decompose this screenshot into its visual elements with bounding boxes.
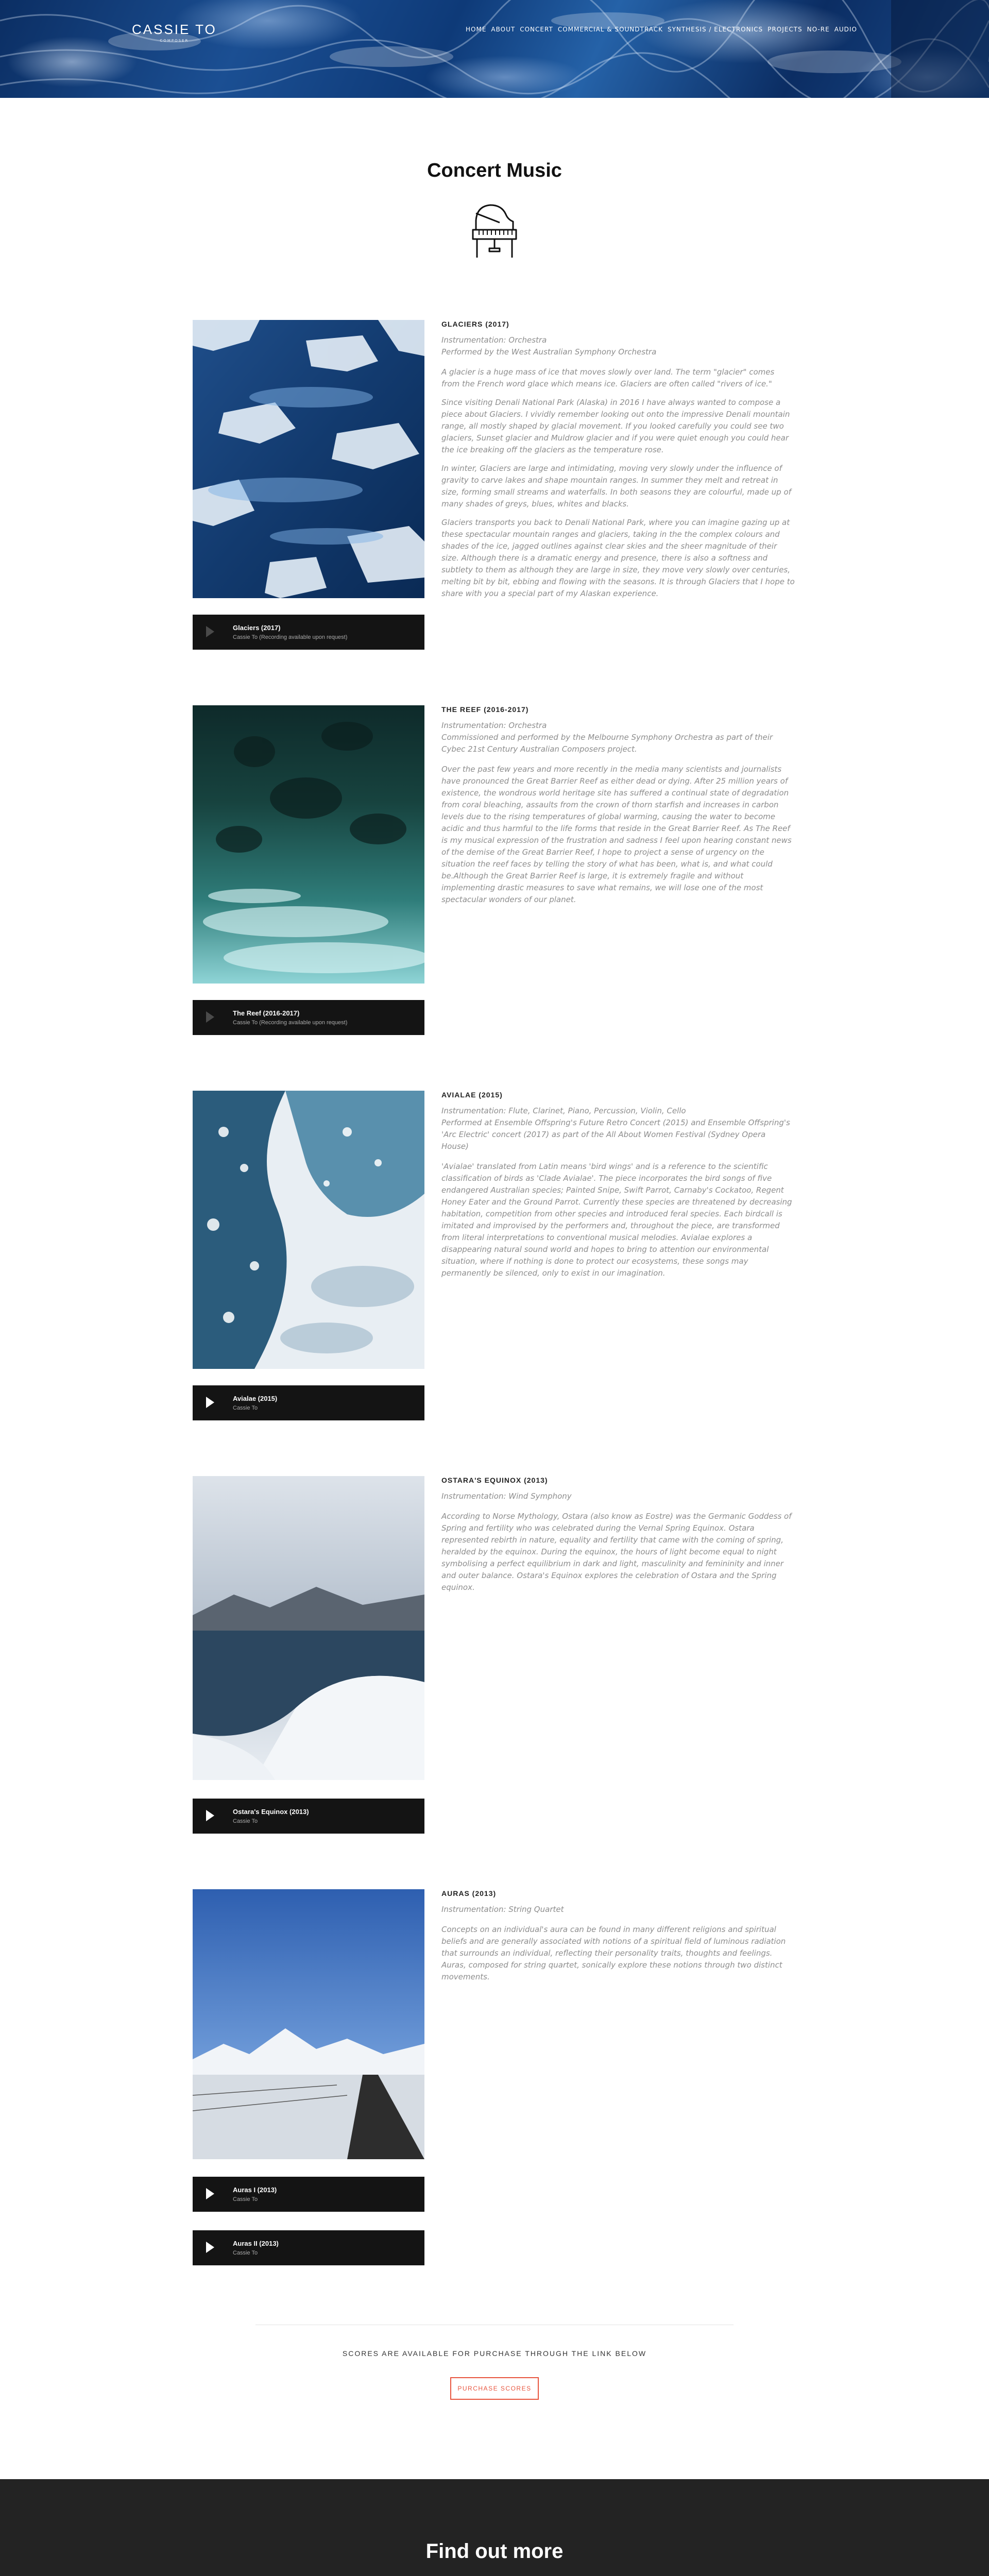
audio-player-glaciers[interactable] [193, 615, 424, 650]
work-title: AURAS (2013) [441, 1889, 497, 1897]
work-paragraph: A glacier is a huge mass of ice that moves slowly over land. The term "glacier" comes from the French word glace which means ice. Glaciers are often called "rivers of ice." [441, 367, 775, 388]
nav-no-re[interactable]: NO-RE [807, 26, 830, 33]
ostara-description [441, 1476, 795, 1600]
work-paragraph: 'Avialae' translated from Latin means 'bird wings' and is a reference to the scientific classification of birds as 'Clade Avialae'. The piece incorporates the bird songs of five endangered Australian species; Painted Snipe, Swift Parrot, Carnaby's Cockatoo, Regent Honey Eater and the Ground Parrot. Currently these species are threatened by decreasing habitation, competition from other species and introduced feral species. Each birdcall is imitated and improvised by the performers and, throughout the piece, are transformed from literal interpretations to conventional musical melodies. Avialae explores a disappearing natural sound world and hopes to bring to attention our environmental situation, where if nothing is done to protect our ecosystems, these songs may permanently be silenced, only to exist in our imagination. [441, 1162, 792, 1278]
audio-player-avialae[interactable] [193, 1385, 424, 1420]
performance-note: Performed at Ensemble Offspring's Future Retro Concert (2015) and Ensemble Offspring's 'Arc Electric' concert (2017) as part of the All About Women Festival (Sydney Opera House) [441, 1118, 790, 1151]
track-title: Avialae (2015) [233, 1395, 278, 1402]
page-title: Concert Music [427, 160, 562, 181]
purchase-scores-button[interactable]: PURCHASE SCORES [450, 2377, 539, 2400]
track-title: Glaciers (2017) [233, 624, 281, 632]
scores-note: SCORES ARE AVAILABLE FOR PURCHASE THROUGH THE LINK BELOW [342, 2349, 647, 2358]
track-subtitle: Cassie To [233, 2250, 258, 2256]
track-subtitle: Cassie To [233, 1405, 258, 1411]
reef-photo [193, 705, 424, 984]
glaciers-photo [193, 320, 424, 598]
track-title: Ostara's Equinox (2013) [233, 1808, 309, 1816]
nav-commercial-soundtrack[interactable]: COMMERCIAL & SOUNDTRACK [557, 26, 663, 33]
grand-piano-icon [470, 202, 519, 263]
logo-name: CASSIE TO [132, 22, 217, 37]
reef-description [441, 705, 795, 912]
audio-player-ostaras-equinox[interactable] [193, 1799, 424, 1834]
audio-player-auras-i[interactable] [193, 2177, 424, 2212]
instrumentation: Instrumentation: Orchestra [441, 721, 547, 730]
play-icon[interactable] [206, 626, 214, 637]
audio-player-auras-ii[interactable] [193, 2230, 424, 2265]
ostara-image [193, 1476, 424, 1780]
glaciers-image [193, 320, 424, 598]
performance-note: Performed by the West Australian Symphony Orchestra [441, 347, 657, 357]
instrumentation: Instrumentation: Wind Symphony [441, 1492, 572, 1501]
nav-about[interactable]: ABOUT [491, 26, 516, 33]
reef-image [193, 705, 424, 984]
auras-photo [193, 1889, 424, 2159]
work-title: AVIALAE (2015) [441, 1091, 503, 1099]
work-title: GLACIERS (2017) [441, 320, 509, 328]
hero-water-texture [0, 0, 989, 98]
instrumentation: Instrumentation: Flute, Clarinet, Piano, Percussion, Violin, Cello [441, 1106, 686, 1115]
ostara-photo [193, 1476, 424, 1780]
work-title: OSTARA'S EQUINOX (2013) [441, 1476, 548, 1484]
avialae-image [193, 1091, 424, 1369]
play-icon[interactable] [206, 1810, 214, 1821]
work-paragraph: Concepts on an individual's aura can be found in many different religions and spiritual beliefs and are generally associated with notions of a spiritual field of luminous radiation that surrounds an individual, reflecting their personality traits, thoughts and feelings. Auras, composed for string quartet, sonically explore these notions through two distinct movements. [441, 1925, 786, 1981]
site-logo[interactable] [132, 22, 217, 43]
main-nav [466, 26, 857, 33]
work-title: THE REEF (2016-2017) [441, 705, 529, 714]
instrumentation: Instrumentation: Orchestra [441, 335, 547, 345]
play-icon[interactable] [206, 2242, 214, 2253]
work-paragraph: Glaciers transports you back to Denali National Park, where you can imagine gazing up at these spectacular mountain ranges and glaciers, taking in the the complex colours and shades of the ice, jagged outlines against clear skies and the sheer magnitude of their size. Although there is a dramatic energy and presence, there is also a softness and subtlety to them as although they are large in size, they move very slowly over centuries, melting bit by bit, ebbing and flowing with the seasons. It is through Glaciers that I hope to share with you a special part of my Alaskan experience. [441, 518, 795, 598]
hero-header [0, 0, 989, 98]
footer-heading: Find out more [425, 2540, 564, 2563]
work-paragraph: Over the past few years and more recently in the media many scientists and journalists have pronounced the Great Barrier Reef as either dead or dying. After 25 million years of existence, the wondrous world heritage site has suffered a continual state of degradation from coral bleaching, assaults from the crown of thorn starfish and increases in carbon levels due to the rising temperatures of global warming, causing the water to become acidic and thus harmful to the life forms that reside in the Great Barrier Reef. As The Reef is my musical expression of the frustration and sadness I feel upon hearing constant news of the demise of the Great Barrier Reef, I hope to project a sense of urgency on the situation the reef faces by telling the story of what has been, what is, and what could be.Although the Great Barrier Reef is large, it is extremely fragile and without implementing drastic measures to save what remains, we will lose one of the most spectacular wonders of our planet. [441, 765, 792, 904]
avialae-photo [193, 1091, 424, 1369]
nav-synthesis-electronics[interactable]: SYNTHESIS / ELECTRONICS [667, 26, 763, 33]
track-subtitle: Cassie To [233, 1818, 258, 1824]
track-title: Auras II (2013) [233, 2240, 279, 2247]
glaciers-description [441, 320, 795, 606]
play-icon[interactable] [206, 2188, 214, 2199]
track-subtitle: Cassie To [233, 2196, 258, 2202]
track-title: Auras I (2013) [233, 2186, 277, 2194]
auras-image [193, 1889, 424, 2159]
audio-player-the-reef[interactable] [193, 1000, 424, 1035]
track-subtitle: Cassie To (Recording available upon request) [233, 634, 348, 640]
nav-concert[interactable]: CONCERT [520, 26, 553, 33]
footer [0, 2479, 989, 2576]
logo-subtitle: COMPOSER [160, 39, 189, 43]
track-subtitle: Cassie To (Recording available upon request) [233, 1020, 348, 1026]
nav-audio[interactable]: AUDIO [834, 26, 857, 33]
avialae-description [441, 1091, 795, 1286]
work-paragraph: According to Norse Mythology, Ostara (also know as Eostre) was the Germanic Goddess of Spring and fertility who was celebrated during the Vernal Spring Equinox. Ostara represented rebirth in nature, equality and fertility that came with the coming of spring, heralded by the equinox. During the equinox, the hours of light become equal to night symbolising a perfect equilibrium in dark and light, masculinity and femininity and inner and outer balance. Ostara's Equinox explores the celebration of Ostara and the Spring equinox. [441, 1512, 792, 1592]
instrumentation: Instrumentation: String Quartet [441, 1905, 564, 1914]
commission-note: Commissioned and performed by the Melbourne Symphony Orchestra as part of their Cybec 21st Century Australian Composers project. [441, 733, 773, 754]
auras-description [441, 1889, 795, 1990]
work-paragraph: Since visiting Denali National Park (Alaska) in 2016 I have always wanted to compose a piece about Glaciers. I vividly remember looking out onto the impressive Denali mountain range, all mostly shaped by glacial movement. If you looked carefully you could see two glaciers, Sunset glacier and Muldrow glacier and if you were quiet enough you could hear the ice breaking off the glaciers as the temperature rose. [441, 398, 790, 454]
play-icon[interactable] [206, 1011, 214, 1023]
work-paragraph: In winter, Glaciers are large and intimidating, moving very slowly under the influence of gravity to carve lakes and shape mountain ranges. In summer they melt and retreat in size, forming small streams and waterfalls. In both seasons they are colourful, made up of many shades of greys, blues, whites and blacks. [441, 464, 791, 509]
play-icon[interactable] [206, 1397, 214, 1408]
nav-projects[interactable]: PROJECTS [768, 26, 803, 33]
track-title: The Reef (2016-2017) [233, 1009, 300, 1017]
nav-home[interactable]: HOME [466, 26, 487, 33]
